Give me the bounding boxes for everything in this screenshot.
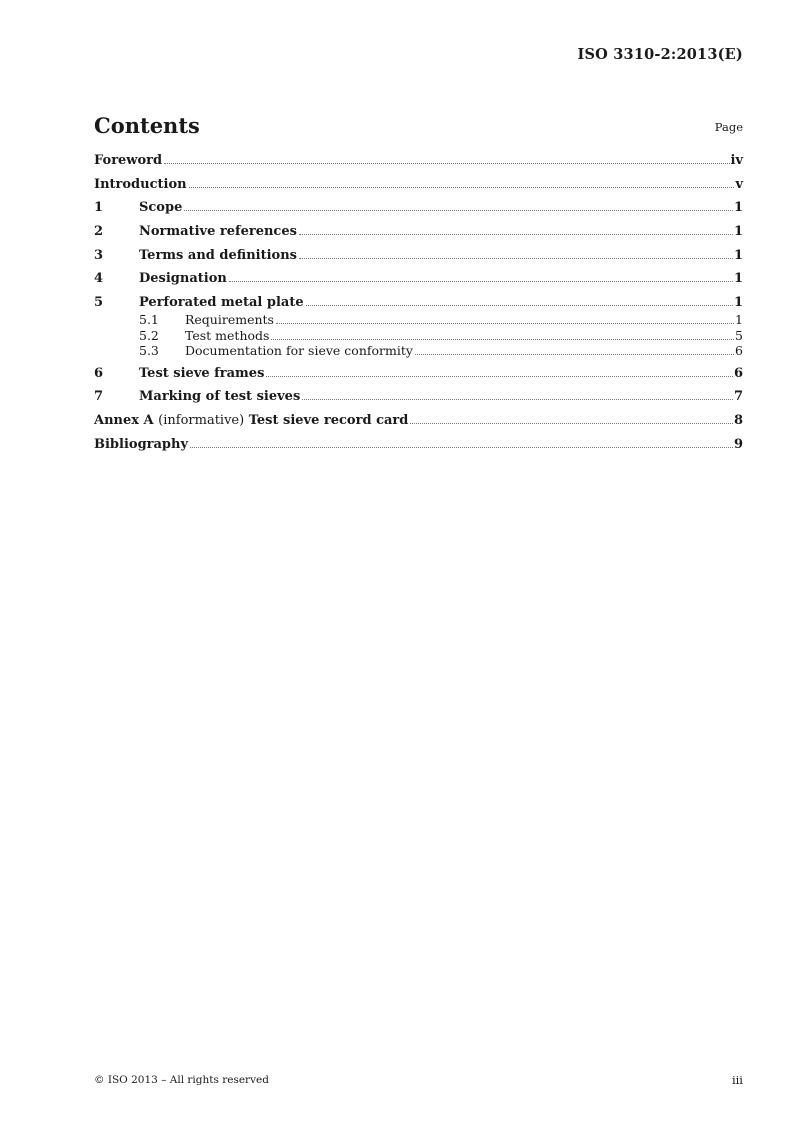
dot-leader bbox=[190, 447, 733, 448]
toc-entry-label bbox=[94, 412, 408, 430]
toc-entry-page: 1 bbox=[733, 271, 743, 287]
toc-entry-page: 1 bbox=[733, 295, 743, 311]
dot-leader bbox=[302, 399, 733, 400]
toc-entry-page: 1 bbox=[733, 224, 743, 240]
dot-leader bbox=[164, 163, 729, 164]
toc-entry-foreword[interactable] bbox=[94, 152, 743, 170]
toc-entry-test-sieve-frames[interactable] bbox=[94, 365, 743, 383]
toc-entry-terms-and-definitions[interactable] bbox=[94, 247, 743, 265]
toc-entry-normative-references[interactable] bbox=[94, 223, 743, 241]
toc-entry-perforated-metal-plate[interactable] bbox=[94, 294, 743, 312]
dot-leader bbox=[415, 354, 734, 355]
toc-entry-number: 5.3 bbox=[139, 343, 159, 359]
annex-label: Annex A bbox=[94, 412, 154, 428]
toc-subentry-requirements[interactable] bbox=[94, 312, 743, 328]
toc-entry-bibliography[interactable] bbox=[94, 436, 743, 454]
toc-entry-page: v bbox=[735, 176, 743, 192]
dot-leader bbox=[299, 258, 733, 259]
toc-entry-number: 1 bbox=[94, 200, 104, 216]
toc-entry-page: 1 bbox=[733, 200, 743, 216]
toc-entry-label: Perforated metal plate bbox=[139, 295, 304, 311]
toc-entry-scope[interactable] bbox=[94, 199, 743, 217]
toc-entry-label: Test methods bbox=[185, 327, 270, 343]
toc-entry-label: Bibliography bbox=[94, 436, 189, 452]
toc-entry-label: Designation bbox=[139, 271, 227, 287]
dot-leader bbox=[189, 187, 735, 188]
document-id: ISO 3310-2:2013(E) bbox=[577, 46, 743, 63]
toc-entry-number: 5.1 bbox=[139, 312, 159, 328]
dot-leader bbox=[410, 423, 733, 424]
toc-entry-page: 7 bbox=[733, 389, 743, 405]
toc-entry-label: Documentation for sieve conformity bbox=[185, 343, 413, 359]
dot-leader bbox=[276, 323, 734, 324]
toc-entry-designation[interactable] bbox=[94, 270, 743, 288]
toc-entry-page: 6 bbox=[733, 365, 743, 381]
toc-entry-annex-a[interactable] bbox=[94, 412, 743, 430]
toc-entry-label: Test sieve frames bbox=[139, 365, 265, 381]
toc-entry-number: 5.2 bbox=[139, 327, 159, 343]
toc-entry-page: 6 bbox=[735, 343, 743, 359]
annex-qualifier: (informative) bbox=[158, 412, 245, 428]
toc-entry-page: iv bbox=[730, 153, 743, 168]
toc-entry-label: Introduction bbox=[94, 176, 187, 192]
toc-entry-number: 7 bbox=[94, 389, 104, 405]
dot-leader bbox=[299, 234, 733, 235]
toc-entry-number: 4 bbox=[94, 271, 104, 287]
toc-entry-label: Terms and definitions bbox=[139, 247, 297, 263]
toc-entry-introduction[interactable] bbox=[94, 176, 743, 194]
toc-entry-label: Marking of test sieves bbox=[139, 389, 301, 405]
contents-title: Contents bbox=[94, 113, 200, 138]
toc-entry-label: Foreword bbox=[94, 153, 163, 168]
toc-entry-label: Normative references bbox=[139, 224, 297, 240]
toc-entry-page: 1 bbox=[733, 247, 743, 263]
dot-leader bbox=[184, 210, 733, 211]
dot-leader bbox=[271, 339, 734, 340]
toc-subentry-documentation[interactable] bbox=[94, 343, 743, 359]
dot-leader bbox=[266, 376, 733, 377]
table-of-contents bbox=[94, 152, 743, 454]
toc-entry-page: 5 bbox=[735, 327, 743, 343]
dot-leader bbox=[306, 305, 733, 306]
toc-entry-marking-of-test-sieves[interactable] bbox=[94, 388, 743, 406]
copyright-notice: © ISO 2013 – All rights reserved bbox=[94, 1074, 269, 1086]
annex-title: Test sieve record card bbox=[248, 412, 409, 428]
toc-entry-number: 2 bbox=[94, 224, 104, 240]
toc-subentry-test-methods[interactable] bbox=[94, 328, 743, 344]
toc-entry-page: 9 bbox=[733, 436, 743, 452]
toc-entry-number: 5 bbox=[94, 295, 104, 311]
contents-header bbox=[94, 110, 743, 140]
toc-entry-number: 3 bbox=[94, 247, 104, 263]
toc-entry-page: 8 bbox=[733, 412, 743, 428]
dot-leader bbox=[229, 281, 733, 282]
page-number: iii bbox=[731, 1073, 743, 1087]
toc-entry-label: Scope bbox=[139, 200, 183, 216]
toc-entry-number: 6 bbox=[94, 365, 104, 381]
page-column-label: Page bbox=[714, 120, 743, 134]
toc-entry-label: Requirements bbox=[185, 312, 274, 328]
toc-entry-page: 1 bbox=[735, 312, 743, 328]
